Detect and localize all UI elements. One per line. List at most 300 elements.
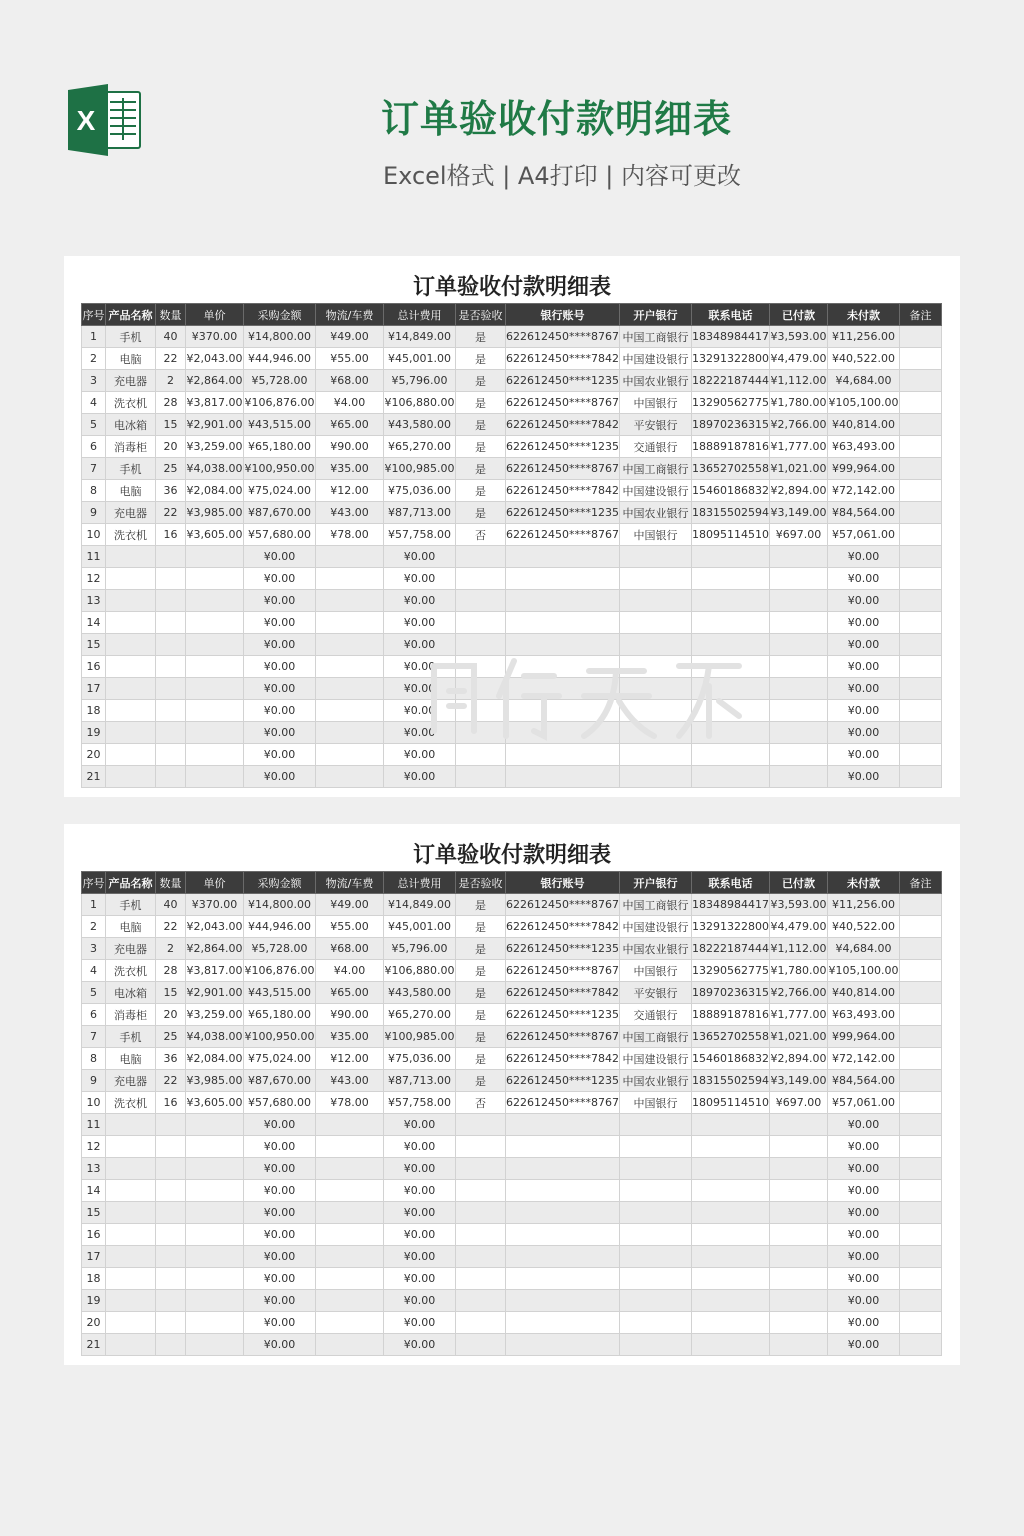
col-total-cell[interactable]: ¥75,036.00 (384, 1048, 456, 1070)
col-qty-cell[interactable]: 20 (156, 1004, 186, 1026)
col-unpaid-cell[interactable]: ¥0.00 (828, 744, 900, 766)
col-purchase-amount-cell[interactable]: ¥65,180.00 (244, 436, 316, 458)
col-remark-cell[interactable] (900, 1048, 942, 1070)
col-unit-price-cell[interactable]: ¥3,259.00 (186, 1004, 244, 1026)
col-unit-price-cell[interactable] (186, 1224, 244, 1246)
col-total-cell[interactable]: ¥0.00 (384, 1114, 456, 1136)
col-bank-cell[interactable]: 中国建设银行 (620, 480, 692, 502)
col-bank-account-cell[interactable]: 622612450****1235 (506, 938, 620, 960)
col-phone-cell[interactable] (692, 1246, 770, 1268)
col-unpaid-cell[interactable]: ¥0.00 (828, 1114, 900, 1136)
col-bank-account-cell[interactable] (506, 590, 620, 612)
col-shipping-cell[interactable] (316, 546, 384, 568)
col-qty-cell[interactable] (156, 612, 186, 634)
col-accepted-cell[interactable] (456, 1334, 506, 1356)
col-unit-price-cell[interactable]: ¥2,043.00 (186, 348, 244, 370)
col-purchase-amount-cell[interactable]: ¥0.00 (244, 656, 316, 678)
col-accepted-cell[interactable] (456, 700, 506, 722)
col-paid-cell[interactable]: ¥1,777.00 (770, 436, 828, 458)
col-paid-cell[interactable] (770, 612, 828, 634)
col-index-cell[interactable]: 13 (82, 1158, 106, 1180)
col-accepted-cell[interactable]: 是 (456, 392, 506, 414)
col-paid-cell[interactable] (770, 722, 828, 744)
col-total-cell[interactable]: ¥0.00 (384, 568, 456, 590)
col-unit-price-cell[interactable] (186, 1246, 244, 1268)
col-product-cell[interactable]: 电脑 (106, 1048, 156, 1070)
col-product-cell[interactable] (106, 546, 156, 568)
col-paid-cell[interactable]: ¥4,479.00 (770, 348, 828, 370)
col-remark-cell[interactable] (900, 1202, 942, 1224)
col-qty-cell[interactable] (156, 1136, 186, 1158)
col-purchase-amount-cell[interactable]: ¥0.00 (244, 1268, 316, 1290)
col-phone-cell[interactable]: 18348984417 (692, 894, 770, 916)
col-index-cell[interactable]: 9 (82, 1070, 106, 1092)
col-phone-cell[interactable]: 18315502594 (692, 1070, 770, 1092)
col-index-cell[interactable]: 12 (82, 568, 106, 590)
col-remark-cell[interactable] (900, 458, 942, 480)
col-qty-cell[interactable]: 2 (156, 370, 186, 392)
col-remark-cell[interactable] (900, 370, 942, 392)
col-bank-cell[interactable]: 中国工商银行 (620, 326, 692, 348)
col-unit-price-cell[interactable] (186, 612, 244, 634)
col-index-cell[interactable]: 6 (82, 1004, 106, 1026)
col-paid-cell[interactable]: ¥2,766.00 (770, 414, 828, 436)
col-unpaid-cell[interactable]: ¥72,142.00 (828, 480, 900, 502)
col-index-cell[interactable]: 11 (82, 1114, 106, 1136)
col-product-cell[interactable] (106, 590, 156, 612)
col-product-cell[interactable]: 电冰箱 (106, 982, 156, 1004)
col-product-cell[interactable]: 手机 (106, 458, 156, 480)
col-paid-cell[interactable]: ¥4,479.00 (770, 916, 828, 938)
col-phone-cell[interactable] (692, 1312, 770, 1334)
col-bank-account-cell[interactable] (506, 700, 620, 722)
col-bank-account-cell[interactable] (506, 1202, 620, 1224)
col-bank-cell[interactable] (620, 656, 692, 678)
col-product-cell[interactable]: 洗衣机 (106, 392, 156, 414)
col-unpaid-cell[interactable]: ¥99,964.00 (828, 458, 900, 480)
col-bank-account-cell[interactable] (506, 1224, 620, 1246)
col-bank-cell[interactable] (620, 1334, 692, 1356)
col-purchase-amount-cell[interactable]: ¥14,800.00 (244, 894, 316, 916)
col-accepted-cell[interactable] (456, 568, 506, 590)
col-bank-account-cell[interactable]: 622612450****8767 (506, 1026, 620, 1048)
col-bank-cell[interactable]: 中国工商银行 (620, 458, 692, 480)
col-bank-account-cell[interactable]: 622612450****8767 (506, 458, 620, 480)
col-index-cell[interactable]: 20 (82, 1312, 106, 1334)
col-bank-account-cell[interactable] (506, 568, 620, 590)
col-qty-cell[interactable]: 25 (156, 1026, 186, 1048)
col-unpaid-cell[interactable]: ¥0.00 (828, 1136, 900, 1158)
col-unpaid-cell[interactable]: ¥11,256.00 (828, 894, 900, 916)
col-purchase-amount-cell[interactable]: ¥0.00 (244, 678, 316, 700)
col-index-cell[interactable]: 20 (82, 744, 106, 766)
col-shipping-cell[interactable] (316, 678, 384, 700)
col-product-cell[interactable]: 手机 (106, 1026, 156, 1048)
col-unit-price-cell[interactable] (186, 1202, 244, 1224)
col-phone-cell[interactable] (692, 744, 770, 766)
col-phone-cell[interactable]: 18222187444 (692, 938, 770, 960)
col-remark-cell[interactable] (900, 1158, 942, 1180)
col-index-cell[interactable]: 5 (82, 414, 106, 436)
col-bank-cell[interactable] (620, 612, 692, 634)
col-product-cell[interactable]: 充电器 (106, 938, 156, 960)
col-index-cell[interactable]: 14 (82, 1180, 106, 1202)
col-bank-cell[interactable]: 中国建设银行 (620, 348, 692, 370)
col-paid-cell[interactable] (770, 678, 828, 700)
col-purchase-amount-cell[interactable]: ¥0.00 (244, 722, 316, 744)
col-shipping-cell[interactable]: ¥43.00 (316, 1070, 384, 1092)
col-accepted-cell[interactable]: 是 (456, 1070, 506, 1092)
col-unit-price-cell[interactable]: ¥370.00 (186, 326, 244, 348)
col-shipping-cell[interactable] (316, 612, 384, 634)
col-unpaid-cell[interactable]: ¥0.00 (828, 678, 900, 700)
col-index-cell[interactable]: 8 (82, 1048, 106, 1070)
col-unpaid-cell[interactable]: ¥0.00 (828, 700, 900, 722)
col-product-cell[interactable] (106, 568, 156, 590)
col-index-cell[interactable]: 10 (82, 524, 106, 546)
col-remark-cell[interactable] (900, 744, 942, 766)
col-remark-cell[interactable] (900, 392, 942, 414)
col-remark-cell[interactable] (900, 678, 942, 700)
col-total-cell[interactable]: ¥14,849.00 (384, 326, 456, 348)
col-total-cell[interactable]: ¥0.00 (384, 590, 456, 612)
col-remark-cell[interactable] (900, 938, 942, 960)
col-index-cell[interactable]: 19 (82, 1290, 106, 1312)
col-qty-cell[interactable]: 28 (156, 392, 186, 414)
col-paid-cell[interactable] (770, 744, 828, 766)
col-paid-cell[interactable] (770, 1114, 828, 1136)
col-total-cell[interactable]: ¥0.00 (384, 1334, 456, 1356)
col-unit-price-cell[interactable]: ¥2,043.00 (186, 916, 244, 938)
col-total-cell[interactable]: ¥75,036.00 (384, 480, 456, 502)
col-qty-cell[interactable] (156, 1224, 186, 1246)
col-accepted-cell[interactable]: 是 (456, 916, 506, 938)
col-bank-account-cell[interactable] (506, 546, 620, 568)
col-bank-account-cell[interactable] (506, 744, 620, 766)
col-bank-account-cell[interactable]: 622612450****8767 (506, 894, 620, 916)
col-index-cell[interactable]: 17 (82, 678, 106, 700)
col-index-cell[interactable]: 11 (82, 546, 106, 568)
col-qty-cell[interactable]: 36 (156, 1048, 186, 1070)
col-accepted-cell[interactable]: 是 (456, 894, 506, 916)
col-bank-account-cell[interactable]: 622612450****1235 (506, 502, 620, 524)
col-paid-cell[interactable]: ¥3,593.00 (770, 894, 828, 916)
col-bank-cell[interactable] (620, 1246, 692, 1268)
col-paid-cell[interactable] (770, 546, 828, 568)
col-paid-cell[interactable]: ¥3,149.00 (770, 502, 828, 524)
col-phone-cell[interactable] (692, 1114, 770, 1136)
col-phone-cell[interactable]: 15460186832 (692, 1048, 770, 1070)
col-shipping-cell[interactable]: ¥78.00 (316, 1092, 384, 1114)
col-paid-cell[interactable]: ¥3,593.00 (770, 326, 828, 348)
col-unpaid-cell[interactable]: ¥105,100.00 (828, 392, 900, 414)
col-phone-cell[interactable]: 13290562775 (692, 960, 770, 982)
col-purchase-amount-cell[interactable]: ¥87,670.00 (244, 1070, 316, 1092)
col-bank-cell[interactable] (620, 590, 692, 612)
col-accepted-cell[interactable]: 是 (456, 458, 506, 480)
col-unit-price-cell[interactable]: ¥3,985.00 (186, 502, 244, 524)
col-product-cell[interactable]: 电冰箱 (106, 414, 156, 436)
col-accepted-cell[interactable]: 是 (456, 1004, 506, 1026)
col-product-cell[interactable] (106, 1202, 156, 1224)
col-unit-price-cell[interactable]: ¥3,259.00 (186, 436, 244, 458)
col-unit-price-cell[interactable]: ¥2,084.00 (186, 480, 244, 502)
col-bank-account-cell[interactable] (506, 1268, 620, 1290)
col-bank-account-cell[interactable] (506, 1290, 620, 1312)
col-paid-cell[interactable]: ¥1,780.00 (770, 960, 828, 982)
col-qty-cell[interactable]: 22 (156, 1070, 186, 1092)
col-unpaid-cell[interactable]: ¥40,522.00 (828, 348, 900, 370)
col-bank-account-cell[interactable] (506, 678, 620, 700)
col-shipping-cell[interactable]: ¥4.00 (316, 960, 384, 982)
col-qty-cell[interactable] (156, 678, 186, 700)
col-product-cell[interactable]: 消毒柜 (106, 1004, 156, 1026)
col-index-cell[interactable]: 16 (82, 656, 106, 678)
col-unpaid-cell[interactable]: ¥0.00 (828, 1268, 900, 1290)
col-remark-cell[interactable] (900, 960, 942, 982)
col-total-cell[interactable]: ¥45,001.00 (384, 348, 456, 370)
col-shipping-cell[interactable] (316, 744, 384, 766)
col-purchase-amount-cell[interactable]: ¥0.00 (244, 1224, 316, 1246)
col-shipping-cell[interactable]: ¥68.00 (316, 370, 384, 392)
col-unit-price-cell[interactable] (186, 634, 244, 656)
col-bank-cell[interactable] (620, 1312, 692, 1334)
col-remark-cell[interactable] (900, 524, 942, 546)
col-bank-account-cell[interactable]: 622612450****8767 (506, 960, 620, 982)
col-shipping-cell[interactable] (316, 1246, 384, 1268)
col-shipping-cell[interactable] (316, 1202, 384, 1224)
col-paid-cell[interactable]: ¥2,894.00 (770, 1048, 828, 1070)
col-bank-cell[interactable] (620, 1290, 692, 1312)
col-paid-cell[interactable]: ¥1,021.00 (770, 458, 828, 480)
col-bank-cell[interactable]: 中国农业银行 (620, 502, 692, 524)
col-total-cell[interactable]: ¥0.00 (384, 1312, 456, 1334)
col-accepted-cell[interactable]: 是 (456, 480, 506, 502)
col-remark-cell[interactable] (900, 1092, 942, 1114)
col-shipping-cell[interactable]: ¥90.00 (316, 1004, 384, 1026)
col-unit-price-cell[interactable]: ¥2,901.00 (186, 982, 244, 1004)
col-total-cell[interactable]: ¥0.00 (384, 678, 456, 700)
col-bank-account-cell[interactable] (506, 766, 620, 788)
col-unit-price-cell[interactable] (186, 1158, 244, 1180)
col-index-cell[interactable]: 18 (82, 1268, 106, 1290)
col-product-cell[interactable]: 洗衣机 (106, 524, 156, 546)
col-product-cell[interactable]: 手机 (106, 894, 156, 916)
col-bank-account-cell[interactable]: 622612450****7842 (506, 414, 620, 436)
col-remark-cell[interactable] (900, 1004, 942, 1026)
col-unpaid-cell[interactable]: ¥0.00 (828, 1312, 900, 1334)
col-total-cell[interactable]: ¥0.00 (384, 722, 456, 744)
col-purchase-amount-cell[interactable]: ¥106,876.00 (244, 960, 316, 982)
col-qty-cell[interactable] (156, 1312, 186, 1334)
col-unit-price-cell[interactable] (186, 678, 244, 700)
col-bank-account-cell[interactable] (506, 1312, 620, 1334)
col-qty-cell[interactable] (156, 656, 186, 678)
col-index-cell[interactable]: 18 (82, 700, 106, 722)
col-shipping-cell[interactable]: ¥49.00 (316, 894, 384, 916)
col-paid-cell[interactable]: ¥697.00 (770, 1092, 828, 1114)
col-total-cell[interactable]: ¥100,985.00 (384, 1026, 456, 1048)
col-phone-cell[interactable] (692, 656, 770, 678)
col-total-cell[interactable]: ¥0.00 (384, 1202, 456, 1224)
col-accepted-cell[interactable]: 否 (456, 1092, 506, 1114)
col-shipping-cell[interactable]: ¥12.00 (316, 480, 384, 502)
col-unpaid-cell[interactable]: ¥0.00 (828, 766, 900, 788)
col-index-cell[interactable]: 16 (82, 1224, 106, 1246)
col-qty-cell[interactable] (156, 744, 186, 766)
col-bank-cell[interactable] (620, 766, 692, 788)
col-purchase-amount-cell[interactable]: ¥0.00 (244, 1180, 316, 1202)
col-paid-cell[interactable] (770, 766, 828, 788)
col-bank-cell[interactable]: 平安银行 (620, 982, 692, 1004)
col-qty-cell[interactable]: 22 (156, 502, 186, 524)
col-unit-price-cell[interactable] (186, 590, 244, 612)
col-unit-price-cell[interactable] (186, 722, 244, 744)
col-remark-cell[interactable] (900, 502, 942, 524)
col-unit-price-cell[interactable] (186, 1312, 244, 1334)
col-phone-cell[interactable]: 18970236315 (692, 982, 770, 1004)
col-phone-cell[interactable]: 18095114510 (692, 1092, 770, 1114)
col-shipping-cell[interactable]: ¥35.00 (316, 1026, 384, 1048)
col-total-cell[interactable]: ¥0.00 (384, 1290, 456, 1312)
col-unpaid-cell[interactable]: ¥0.00 (828, 656, 900, 678)
col-qty-cell[interactable]: 40 (156, 894, 186, 916)
col-bank-cell[interactable]: 中国银行 (620, 392, 692, 414)
col-bank-account-cell[interactable] (506, 1136, 620, 1158)
col-total-cell[interactable]: ¥87,713.00 (384, 1070, 456, 1092)
col-bank-cell[interactable]: 中国银行 (620, 1092, 692, 1114)
col-remark-cell[interactable] (900, 1334, 942, 1356)
col-qty-cell[interactable] (156, 1290, 186, 1312)
col-unpaid-cell[interactable]: ¥99,964.00 (828, 1026, 900, 1048)
col-accepted-cell[interactable] (456, 1246, 506, 1268)
col-product-cell[interactable] (106, 766, 156, 788)
col-purchase-amount-cell[interactable]: ¥0.00 (244, 568, 316, 590)
col-paid-cell[interactable] (770, 656, 828, 678)
col-qty-cell[interactable] (156, 1334, 186, 1356)
col-shipping-cell[interactable]: ¥43.00 (316, 502, 384, 524)
col-product-cell[interactable] (106, 634, 156, 656)
col-qty-cell[interactable] (156, 1114, 186, 1136)
col-index-cell[interactable]: 15 (82, 634, 106, 656)
col-unit-price-cell[interactable] (186, 568, 244, 590)
col-bank-cell[interactable] (620, 1224, 692, 1246)
col-product-cell[interactable] (106, 656, 156, 678)
col-qty-cell[interactable]: 36 (156, 480, 186, 502)
col-bank-cell[interactable] (620, 744, 692, 766)
col-unit-price-cell[interactable]: ¥2,901.00 (186, 414, 244, 436)
col-bank-account-cell[interactable] (506, 722, 620, 744)
col-accepted-cell[interactable]: 是 (456, 436, 506, 458)
col-bank-account-cell[interactable]: 622612450****1235 (506, 1004, 620, 1026)
col-unit-price-cell[interactable]: ¥3,605.00 (186, 524, 244, 546)
col-unpaid-cell[interactable]: ¥0.00 (828, 1180, 900, 1202)
col-purchase-amount-cell[interactable]: ¥87,670.00 (244, 502, 316, 524)
col-product-cell[interactable] (106, 1136, 156, 1158)
col-total-cell[interactable]: ¥57,758.00 (384, 524, 456, 546)
col-phone-cell[interactable]: 18095114510 (692, 524, 770, 546)
col-bank-account-cell[interactable] (506, 1246, 620, 1268)
col-total-cell[interactable]: ¥14,849.00 (384, 894, 456, 916)
col-index-cell[interactable]: 13 (82, 590, 106, 612)
col-bank-cell[interactable]: 中国农业银行 (620, 370, 692, 392)
col-index-cell[interactable]: 19 (82, 722, 106, 744)
col-phone-cell[interactable]: 13652702558 (692, 1026, 770, 1048)
col-bank-cell[interactable]: 平安银行 (620, 414, 692, 436)
col-bank-cell[interactable] (620, 722, 692, 744)
col-purchase-amount-cell[interactable]: ¥0.00 (244, 612, 316, 634)
col-total-cell[interactable]: ¥5,796.00 (384, 938, 456, 960)
col-phone-cell[interactable] (692, 590, 770, 612)
col-index-cell[interactable]: 21 (82, 766, 106, 788)
col-qty-cell[interactable] (156, 634, 186, 656)
col-remark-cell[interactable] (900, 326, 942, 348)
col-paid-cell[interactable] (770, 1180, 828, 1202)
col-purchase-amount-cell[interactable]: ¥0.00 (244, 1312, 316, 1334)
col-total-cell[interactable]: ¥0.00 (384, 744, 456, 766)
col-phone-cell[interactable] (692, 568, 770, 590)
col-accepted-cell[interactable] (456, 766, 506, 788)
col-unit-price-cell[interactable]: ¥4,038.00 (186, 1026, 244, 1048)
col-bank-account-cell[interactable]: 622612450****8767 (506, 392, 620, 414)
col-purchase-amount-cell[interactable]: ¥0.00 (244, 546, 316, 568)
col-qty-cell[interactable] (156, 1246, 186, 1268)
col-purchase-amount-cell[interactable]: ¥57,680.00 (244, 524, 316, 546)
col-product-cell[interactable]: 洗衣机 (106, 1092, 156, 1114)
col-accepted-cell[interactable] (456, 612, 506, 634)
col-product-cell[interactable]: 消毒柜 (106, 436, 156, 458)
col-bank-account-cell[interactable] (506, 612, 620, 634)
col-shipping-cell[interactable] (316, 700, 384, 722)
col-qty-cell[interactable]: 25 (156, 458, 186, 480)
col-index-cell[interactable]: 17 (82, 1246, 106, 1268)
col-bank-account-cell[interactable]: 622612450****1235 (506, 370, 620, 392)
col-remark-cell[interactable] (900, 894, 942, 916)
col-index-cell[interactable]: 14 (82, 612, 106, 634)
col-unit-price-cell[interactable]: ¥3,985.00 (186, 1070, 244, 1092)
col-purchase-amount-cell[interactable]: ¥75,024.00 (244, 1048, 316, 1070)
col-product-cell[interactable] (106, 1246, 156, 1268)
col-total-cell[interactable]: ¥0.00 (384, 1246, 456, 1268)
col-qty-cell[interactable] (156, 1158, 186, 1180)
col-purchase-amount-cell[interactable]: ¥106,876.00 (244, 392, 316, 414)
col-purchase-amount-cell[interactable]: ¥57,680.00 (244, 1092, 316, 1114)
col-unpaid-cell[interactable]: ¥40,814.00 (828, 414, 900, 436)
col-shipping-cell[interactable]: ¥65.00 (316, 982, 384, 1004)
col-purchase-amount-cell[interactable]: ¥43,515.00 (244, 414, 316, 436)
col-remark-cell[interactable] (900, 546, 942, 568)
col-product-cell[interactable]: 充电器 (106, 370, 156, 392)
col-unit-price-cell[interactable] (186, 1290, 244, 1312)
col-index-cell[interactable]: 4 (82, 960, 106, 982)
col-paid-cell[interactable]: ¥1,780.00 (770, 392, 828, 414)
col-bank-cell[interactable] (620, 634, 692, 656)
col-bank-account-cell[interactable] (506, 1114, 620, 1136)
col-bank-account-cell[interactable]: 622612450****7842 (506, 916, 620, 938)
col-paid-cell[interactable] (770, 568, 828, 590)
col-phone-cell[interactable] (692, 1136, 770, 1158)
col-total-cell[interactable]: ¥0.00 (384, 1158, 456, 1180)
col-accepted-cell[interactable] (456, 1290, 506, 1312)
col-phone-cell[interactable]: 18222187444 (692, 370, 770, 392)
col-purchase-amount-cell[interactable]: ¥0.00 (244, 744, 316, 766)
col-bank-account-cell[interactable]: 622612450****7842 (506, 982, 620, 1004)
col-qty-cell[interactable] (156, 590, 186, 612)
col-total-cell[interactable]: ¥87,713.00 (384, 502, 456, 524)
col-unpaid-cell[interactable]: ¥0.00 (828, 546, 900, 568)
col-total-cell[interactable]: ¥0.00 (384, 656, 456, 678)
col-product-cell[interactable]: 充电器 (106, 1070, 156, 1092)
